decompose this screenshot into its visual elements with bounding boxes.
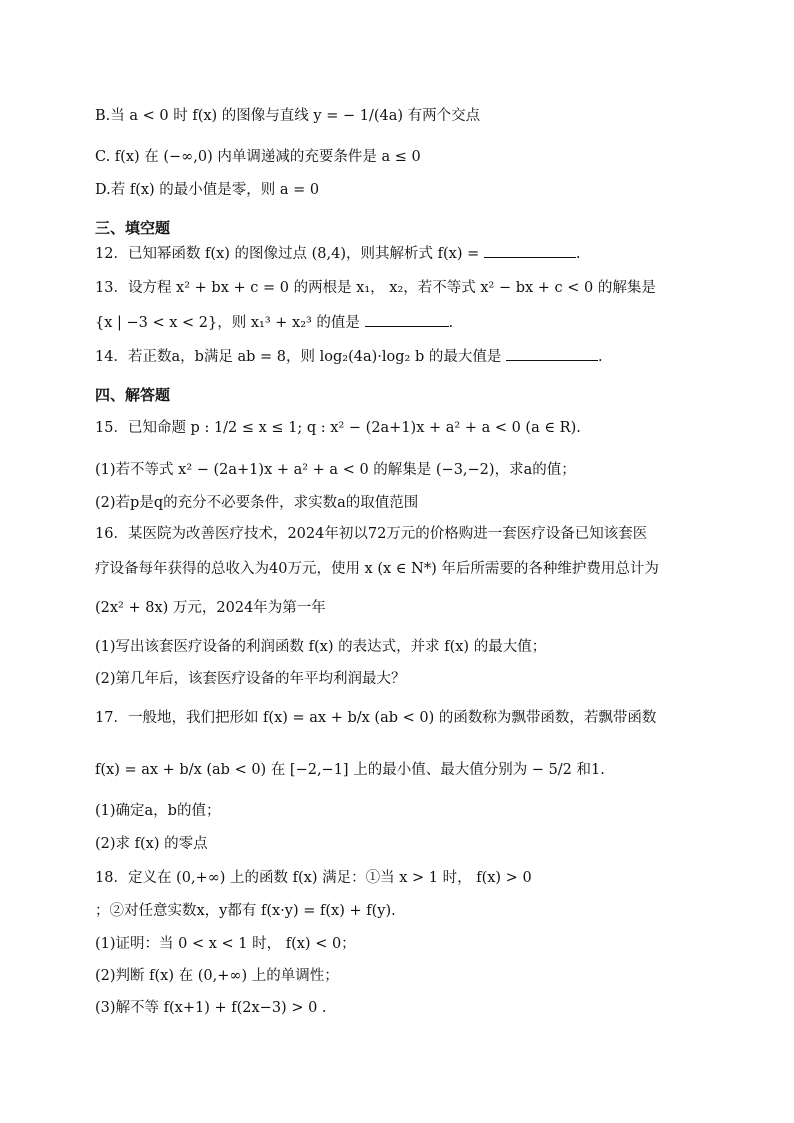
section-answer: 四、解答题 xyxy=(95,386,171,404)
question-17-part2: (2)求 f(x) 的零点 xyxy=(95,836,208,852)
question-16-part1: (1)写出该套医疗设备的利润函数 f(x) 的表达式，并求 f(x) 的最大值； xyxy=(95,639,547,655)
option-b: B.当 a < 0 时 f(x) 的图像与直线 y = − 1/(4a) 有两个交点 xyxy=(95,108,481,124)
question-17-part1: (1)确定a，b的值； xyxy=(95,803,221,819)
question-18-line2: ；②对任意实数x，y都有 f(x·y) = f(x) + f(y). xyxy=(95,903,396,919)
question-18-part1: (1)证明：当 0 < x < 1 时， f(x) < 0； xyxy=(95,936,356,952)
question-15: 15．已知命题 p : 1/2 ≤ x ≤ 1; q : x² − (2a+1)x + a² + a < 0 (a ∈ R). xyxy=(95,420,581,436)
answer-blank xyxy=(506,346,598,361)
question-16-part2: (2)第几年后，该套医疗设备的年平均利润最大？ xyxy=(95,671,406,687)
section-fill-in: 三、填空题 xyxy=(95,219,171,237)
question-14: 14．若正数a，b满足 ab = 8，则 log₂(4a)·log₂ b 的最大值是 . xyxy=(95,346,734,367)
question-17-line1: 17．一般地，我们把形如 f(x) = ax + b/x (ab < 0) 的函数称为飘带函数，若飘带函数 xyxy=(95,710,657,726)
question-13-line1: 13．设方程 x² + bx + c = 0 的两根是 x₁， x₂，若不等式 x² − bx + c < 0 的解集是 xyxy=(95,280,656,296)
option-d: D.若 f(x) 的最小值是零，则 a = 0 xyxy=(95,182,320,198)
option-c: C. f(x) 在 (−∞,0) 内单调递减的充要条件是 a ≤ 0 xyxy=(95,149,421,165)
question-18-part3: (3)解不等 f(x+1) + f(2x−3) > 0 . xyxy=(95,1000,327,1016)
question-15-part2: (2)若p是q的充分不必要条件，求实数a的取值范围 xyxy=(95,495,419,511)
question-16-line2: 疗设备每年获得的总收入为40万元，使用 x (x ∈ N*) 年后所需要的各种维护费用总计为 xyxy=(95,561,659,577)
question-13-line2: {x | −3 < x < 2}，则 x₁³ + x₂³ 的值是 . xyxy=(95,312,734,333)
question-16-line3: (2x² + 8x) 万元，2024年为第一年 xyxy=(95,600,326,616)
question-12: 12．已知幂函数 f(x) 的图像过点 (8,4)，则其解析式 f(x) = . xyxy=(95,243,734,264)
answer-blank xyxy=(484,243,576,258)
answer-blank xyxy=(365,312,449,327)
question-18-line1: 18．定义在 (0,+∞) 上的函数 f(x) 满足：①当 x > 1 时， f(x) > 0 xyxy=(95,870,532,886)
question-18-part2: (2)判断 f(x) 在 (0,+∞) 上的单调性； xyxy=(95,968,339,984)
question-17-line2: f(x) = ax + b/x (ab < 0) 在 [−2,−1] 上的最小值、最大值分别为 − 5/2 和1. xyxy=(95,762,605,778)
question-15-part1: (1)若不等式 x² − (2a+1)x + a² + a < 0 的解集是 (−3,−2)，求a的值； xyxy=(95,462,576,478)
question-16-line1: 16．某医院为改善医疗技术，2024年初以72万元的价格购进一套医疗设备已知该套医 xyxy=(95,526,648,542)
